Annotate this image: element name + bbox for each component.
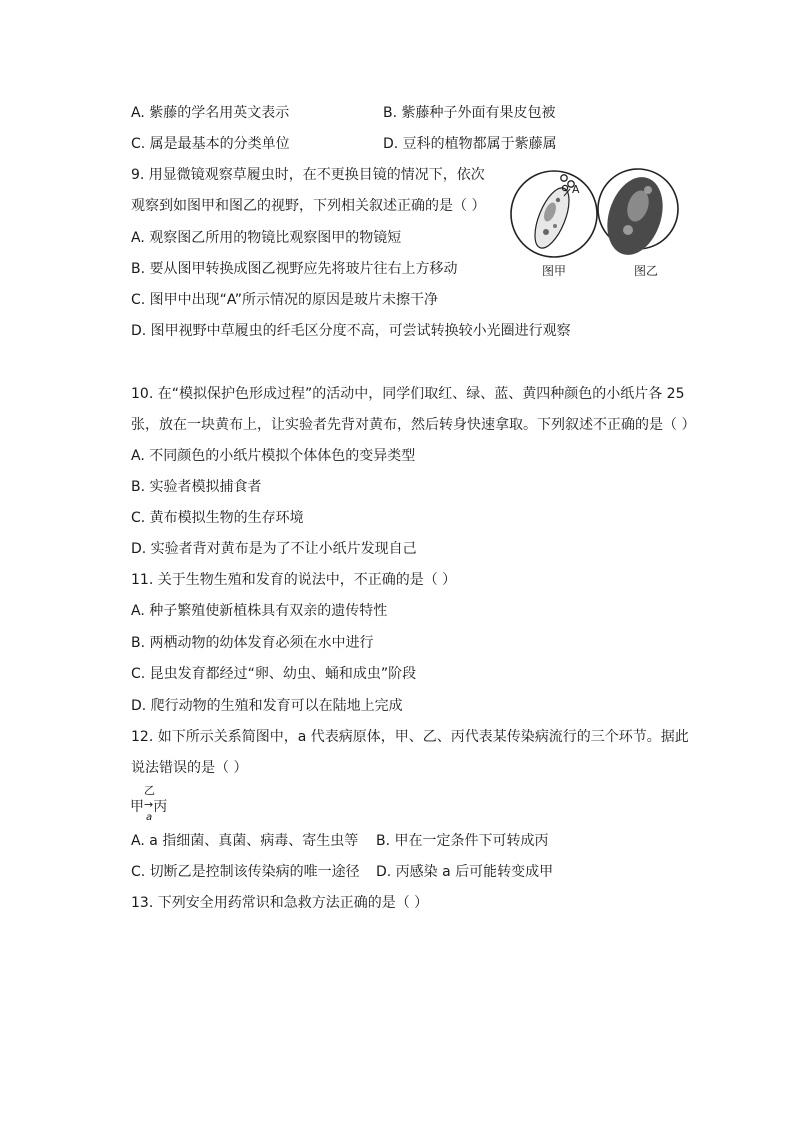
- q8-option-c: C. 属是最基本的分类单位: [131, 136, 290, 152]
- q12-option-d: D. 丙感染 a 后可能转变成甲: [376, 864, 554, 880]
- q12-relation-diagram: [130, 785, 190, 825]
- q11-option-a: A. 种子繁殖使新植株具有双亲的遗传特性: [131, 603, 388, 619]
- q10-option-a: A. 不同颜色的小纸片模拟个体体色的变异类型: [131, 448, 416, 464]
- q12-option-b: B. 甲在一定条件下可转成丙: [376, 833, 549, 849]
- q12-option-c: C. 切断乙是控制该传染病的唯一途径: [131, 864, 360, 880]
- q10-stem-line2: 张，放在一块黄布上，让实验者先背对黄布，然后转身快速拿取。下列叙述不正确的是（ ）: [131, 417, 696, 433]
- q9-stem-line2: 观察到如图甲和图乙的视野，下列相关叙述正确的是（ ）: [131, 198, 486, 214]
- microscope-figure: [508, 160, 680, 286]
- formula-right: 丙: [153, 799, 168, 815]
- q9-option-c: C. 图甲中出现“A”所示情况的原因是玻片未擦干净: [131, 292, 439, 308]
- q8-option-a: A. 紫藤的学名用英文表示: [131, 105, 290, 121]
- q12-option-a: A. a 指细菌、真菌、病毒、寄生虫等: [131, 833, 359, 849]
- q8-option-b: B. 紫藤种子外面有果皮包被: [383, 105, 556, 121]
- q11-option-c: C. 昆虫发育都经过“卵、幼虫、蛹和成虫”阶段: [131, 666, 417, 682]
- q10-option-b: B. 实验者模拟捕食者: [131, 479, 262, 495]
- figure-label-a: A: [572, 183, 580, 196]
- q9-option-a: A. 观察图乙所用的物镜比观察图甲的物镜短: [131, 230, 402, 246]
- q10-option-d: D. 实验者背对黄布是为了不让小纸片发现自己: [131, 541, 417, 557]
- figure-caption-right: 图乙: [634, 264, 659, 278]
- figure-caption-left: 图甲: [542, 264, 567, 278]
- q9-option-d: D. 图甲视野中草履虫的纤毛区分度不高，可尝试转换较小光圈进行观察: [131, 323, 571, 339]
- q8-option-d: D. 豆科的植物都属于紫藤属: [383, 136, 557, 152]
- formula-left: 甲: [130, 799, 144, 815]
- q10-stem-line1: 10. 在“模拟保护色形成过程”的活动中，同学们取红、绿、蓝、黄四种颜色的小纸片各 25: [131, 386, 685, 402]
- formula-bottom-label: a: [146, 812, 153, 823]
- q12-stem-line2: 说法错误的是（ ）: [131, 760, 248, 776]
- q13-stem: 13. 下列安全用药常识和急救方法正确的是（ ）: [131, 895, 429, 911]
- q11-stem: 11. 关于生物生殖和发育的说法中，不正确的是（ ）: [131, 572, 457, 588]
- q9-option-b: B. 要从图甲转换成图乙视野应先将玻片往右上方移动: [131, 261, 458, 277]
- q12-stem-line1: 12. 如下所示关系简图中，a 代表病原体，甲、乙、丙代表某传染病流行的三个环节。据此: [131, 729, 689, 745]
- q9-stem-line1: 9. 用显微镜观察草履虫时，在不更换目镜的情况下，依次: [131, 167, 485, 183]
- formula-top-label: 乙: [144, 784, 155, 797]
- formula-arrow-icon: →: [144, 798, 154, 811]
- q11-option-b: B. 两栖动物的幼体发育必须在水中进行: [131, 635, 374, 651]
- q10-option-c: C. 黄布模拟生物的生存环境: [131, 510, 304, 526]
- q11-option-d: D. 爬行动物的生殖和发育可以在陆地上完成: [131, 698, 403, 714]
